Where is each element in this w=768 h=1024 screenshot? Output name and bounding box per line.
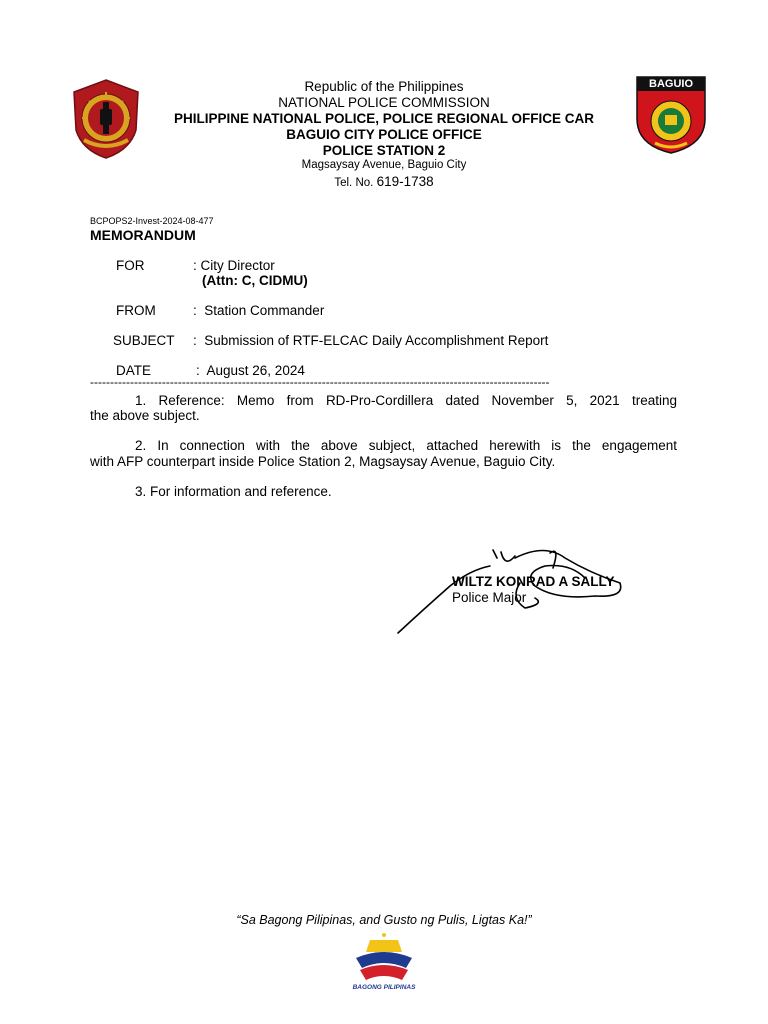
header-address: Magsaysay Avenue, Baguio City bbox=[301, 159, 467, 171]
for-attn: (Attn: C, CIDMU) bbox=[202, 273, 308, 288]
header-napolcom: NATIONAL POLICE COMMISSION bbox=[278, 95, 490, 110]
paragraph-1-line-1: 1. Reference: Memo from RD-Pro-Cordillera dated November 5, 2021 treating bbox=[135, 393, 677, 408]
header-pnp: PHILIPPINE NATIONAL POLICE, POLICE REGIONAL OFFICE CAR bbox=[173, 111, 595, 126]
header-tel bbox=[0, 174, 768, 189]
memo-divider: ------------------------------------------------------------------------------------------------------------------- bbox=[90, 375, 550, 389]
from-label: FROM bbox=[116, 303, 156, 318]
tel-number: 619-1738 bbox=[376, 174, 434, 189]
for-value: : City Director bbox=[193, 258, 275, 273]
paragraph-2-line-2: with AFP counterpart inside Police Station 2, Magsaysay Avenue, Baguio City. bbox=[90, 454, 556, 469]
paragraph-3: 3. For information and reference. bbox=[135, 484, 332, 499]
date-value: : August 26, 2024 bbox=[196, 363, 305, 378]
baguio-logo-text: BAGUIO bbox=[649, 78, 693, 90]
for-label: FOR bbox=[116, 258, 145, 273]
footer-slogan: “Sa Bagong Pilipinas, and Gusto ng Pulis, Ligtas Ka!” bbox=[236, 913, 532, 927]
paragraph-1-line-2: the above subject. bbox=[90, 408, 200, 423]
signatory-rank: Police Major bbox=[452, 590, 527, 605]
bagong-pilipinas-logo bbox=[346, 932, 422, 994]
header-bcpo: BAGUIO CITY POLICE OFFICE bbox=[286, 127, 482, 142]
tel-label: Tel. No. bbox=[334, 177, 374, 189]
memo-ref-no: BCPOPS2-Invest-2024-08-477 bbox=[90, 216, 214, 226]
header-station: POLICE STATION 2 bbox=[322, 143, 446, 158]
memo-title: MEMORANDUM bbox=[90, 227, 196, 243]
bagong-pilipinas-text: BAGONG PILIPINAS bbox=[352, 984, 416, 991]
header-republic: Republic of the Philippines bbox=[304, 79, 464, 94]
date-label: DATE bbox=[116, 363, 152, 378]
signatory-name: WILTZ KONRAD A SALLY bbox=[452, 574, 615, 589]
from-value: : Station Commander bbox=[193, 303, 325, 318]
paragraph-2-line-1: 2. In connection with the above subject, attached herewith is the engagement bbox=[135, 438, 677, 453]
subject-label: SUBJECT bbox=[113, 333, 175, 348]
subject-value: : Submission of RTF-ELCAC Daily Accomplishment Report bbox=[193, 333, 549, 348]
